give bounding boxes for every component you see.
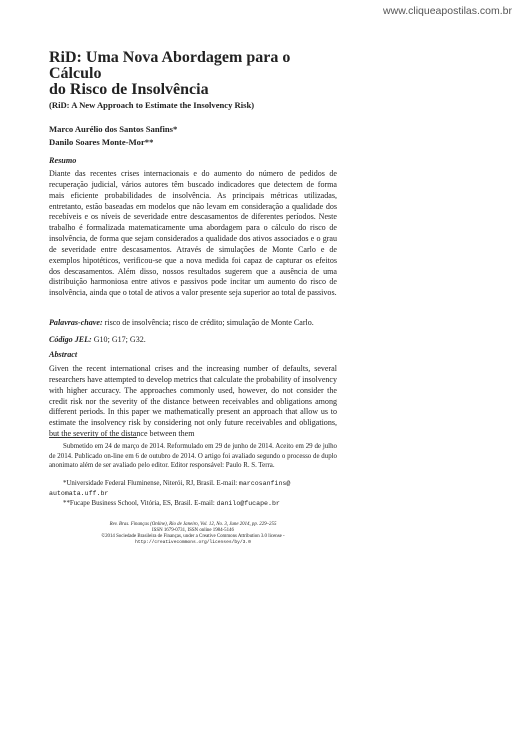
footnote-author-1-affiliation: *Universidade Federal Fluminense, Niterói, RJ, Brasil. E-mail: — [63, 480, 238, 487]
palavras-chave-label: Palavras-chave: — [49, 318, 103, 327]
imprint-license: ©2014 Sociedade Brasileira de Finanças, under a Creative Commons Attribution 3.0 license - — [101, 534, 285, 540]
watermark-url: www.cliqueapostilas.com.br — [383, 5, 512, 17]
footnote-email-1a[interactable]: marcosanfins@ — [238, 480, 291, 487]
palavras-chave — [49, 317, 337, 328]
footnote-submission: Submetido em 24 de março de 2014. Reformulado em 29 de junho de 2014. Aceito em 29 de julho de 2014. Publicado on-line em 6 de outubro de 2014. O artigo foi avaliado segundo o processo de duplo anonimato além de ser avaliado pelo editor. Editor responsável: Paulo R. S. Terra. — [49, 443, 337, 470]
footnote-author-2 — [49, 499, 337, 509]
footnote-email-2[interactable]: danilo@fucape.br — [216, 500, 280, 507]
author-1: Marco Aurélio dos Santos Sanfins* — [49, 124, 178, 134]
title-line-1: RiD: Uma Nova Abordagem para o Cálculo — [49, 49, 291, 82]
resumo-heading: Resumo — [49, 156, 77, 165]
resumo-text: Diante das recentes crises internacionais e do aumento do número de pedidos de recuperação judicial, vários autores têm buscado indicadores que detectem de forma mais eficiente probabilidades de insolvência. As principais métricas utilizadas, entretanto, estão baseadas em modelos que não levam em consideração a qualidade dos recebíveis e os níveis de severidade entre descasamentos de diferentes períodos. Neste trabalho é formalizada matematicamente uma abordagem para o cálculo do risco de insolvência, de forma que sejam considerados a qualidade dos ativos associados e o grau de severidade entre descasamentos. Através de simulações de Monte Carlo e de exemplos hipotéticos, verificou-se que a nova medida foi capaz de capturar os efeitos dos descasamentos. Além disso, nossos resultados sugerem que a ausência de uma distribuição harmoniosa entre ativos e passivos pode incitar um aumento do risco de insolvência, ainda que o total de ativos a valor presente seja superior ao total de passivos. — [49, 169, 337, 298]
journal-imprint — [49, 522, 337, 546]
footnote-author-2-affiliation: **Fucape Business School, Vitória, ES, Brasil. E-mail: — [63, 500, 215, 507]
abstract-heading: Abstract — [49, 350, 78, 359]
paper-title — [49, 50, 337, 98]
footnote-email-1b[interactable]: automata.uff.br — [49, 489, 109, 497]
codigo-jel-label: Código JEL: — [49, 335, 92, 344]
english-subtitle: (RiD: A New Approach to Estimate the Insolvency Risk) — [49, 100, 255, 110]
imprint-issn: ISSN 1679-0731, ISSN online 1984-5146 — [152, 528, 234, 534]
abstract-text: Given the recent international crises and the increasing number of defaults, several researchers have attempted to develop metrics that calculate the probability of insolvency with higher accuracy. The approaches commonly used, however, do not consider the credit risk nor the severity of the distance between receivables and obligations among different periods. In this paper we mathematically present an approach that allow us to estimate the insolvency risk by considering not only future receivables and obligations, but the severity of the distance between them — [49, 364, 338, 439]
author-2: Danilo Soares Monte-Mor** — [49, 137, 154, 147]
footnote-author-1 — [49, 479, 337, 498]
title-line-2: do Risco de Insolvência — [49, 81, 209, 98]
imprint-citation: Rev. Bras. Finanças (Online), Rio de Janeiro, Vol. 12, No. 3, June 2014, pp. 229–255 — [109, 522, 277, 527]
paper-page — [49, 49, 338, 546]
codigo-jel-text: G10; G17; G32. — [93, 335, 146, 344]
imprint-license-url[interactable]: http://creativecommons.org/licenses/by/3.0 — [135, 540, 251, 546]
footnote-rule — [49, 437, 137, 438]
author-list — [49, 123, 337, 149]
codigo-jel — [49, 334, 337, 345]
palavras-chave-text: risco de insolvência; risco de crédito; simulação de Monte Carlo. — [104, 318, 314, 327]
